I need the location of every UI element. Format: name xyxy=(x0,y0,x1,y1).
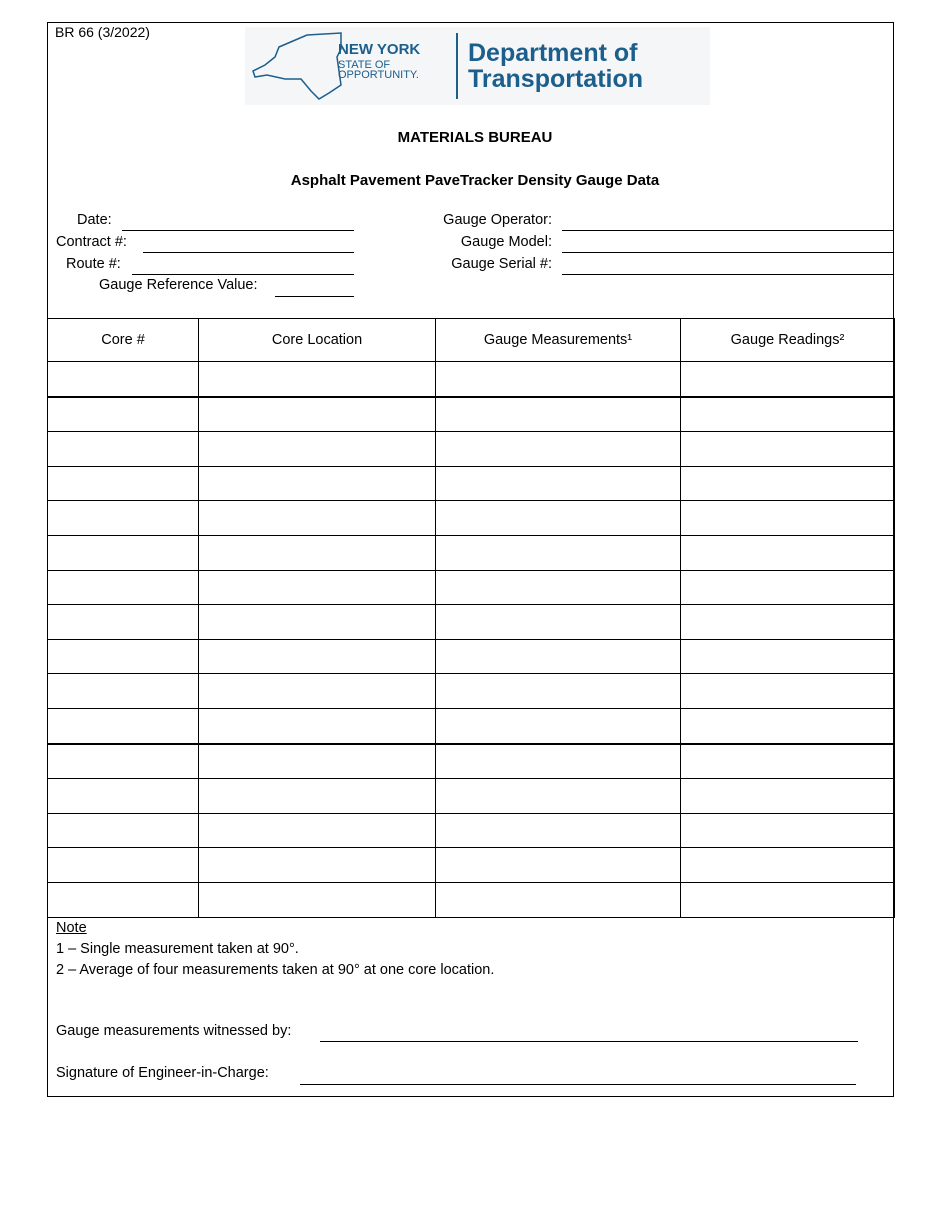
contract-field[interactable] xyxy=(143,252,354,253)
table-header-row xyxy=(48,319,895,362)
table-row xyxy=(48,570,895,605)
table-row xyxy=(48,674,895,709)
table-row xyxy=(48,432,895,467)
route-field[interactable] xyxy=(132,274,354,275)
table-row xyxy=(48,605,895,640)
cell-core-location[interactable] xyxy=(199,744,436,779)
logo-state-line3: OPPORTUNITY. xyxy=(338,69,419,81)
cell-gauge-measurements[interactable] xyxy=(436,674,681,709)
column-header-core-location: Core Location xyxy=(199,319,436,362)
table-row xyxy=(48,848,895,883)
cell-core-location[interactable] xyxy=(199,362,436,397)
table-row xyxy=(48,779,895,814)
route-label: Route #: xyxy=(66,256,121,272)
cell-gauge-readings[interactable] xyxy=(681,882,895,917)
cell-core-number[interactable] xyxy=(48,432,199,467)
cell-core-number[interactable] xyxy=(48,779,199,814)
cell-gauge-readings[interactable] xyxy=(681,362,895,397)
cell-gauge-readings[interactable] xyxy=(681,744,895,779)
table-row xyxy=(48,466,895,501)
cell-core-location[interactable] xyxy=(199,535,436,570)
reference-value-label: Gauge Reference Value: xyxy=(99,277,258,293)
logo-dept-line2: Transportation xyxy=(468,65,644,93)
cell-gauge-measurements[interactable] xyxy=(436,605,681,640)
date-field[interactable] xyxy=(122,230,354,231)
cell-core-location[interactable] xyxy=(199,639,436,674)
cell-core-number[interactable] xyxy=(48,674,199,709)
note-item-1: 1 – Single measurement taken at 90°. xyxy=(56,941,299,957)
cell-gauge-measurements[interactable] xyxy=(436,466,681,501)
cell-gauge-measurements[interactable] xyxy=(436,813,681,848)
cell-gauge-measurements[interactable] xyxy=(436,432,681,467)
cell-gauge-readings[interactable] xyxy=(681,779,895,814)
cell-gauge-readings[interactable] xyxy=(681,466,895,501)
witnessed-by-signature-line[interactable] xyxy=(320,1041,858,1042)
logo-state-line2: STATE OF xyxy=(338,59,391,71)
cell-gauge-readings[interactable] xyxy=(681,708,895,743)
cell-core-location[interactable] xyxy=(199,848,436,883)
cell-gauge-measurements[interactable] xyxy=(436,744,681,779)
cell-gauge-measurements[interactable] xyxy=(436,570,681,605)
table-body xyxy=(48,362,895,918)
engineer-signature-label: Signature of Engineer-in-Charge: xyxy=(56,1065,269,1081)
logo-state-line1: NEW YORK xyxy=(338,41,421,58)
bureau-heading: MATERIALS BUREAU xyxy=(397,129,553,146)
table-row xyxy=(48,362,895,397)
table-row xyxy=(48,744,895,779)
cell-core-location[interactable] xyxy=(199,779,436,814)
model-label: Gauge Model: xyxy=(460,234,552,250)
core-data-table xyxy=(47,318,895,918)
cell-gauge-measurements[interactable] xyxy=(436,362,681,397)
serial-label: Gauge Serial #: xyxy=(451,256,552,272)
cell-gauge-readings[interactable] xyxy=(681,397,895,432)
cell-core-number[interactable] xyxy=(48,605,199,640)
engineer-signature-line[interactable] xyxy=(300,1084,856,1085)
cell-gauge-readings[interactable] xyxy=(681,674,895,709)
cell-gauge-measurements[interactable] xyxy=(436,397,681,432)
cell-gauge-measurements[interactable] xyxy=(436,535,681,570)
cell-gauge-readings[interactable] xyxy=(681,432,895,467)
cell-core-number[interactable] xyxy=(48,397,199,432)
cell-core-location[interactable] xyxy=(199,501,436,536)
nysdot-logo xyxy=(245,27,710,105)
cell-core-number[interactable] xyxy=(48,848,199,883)
table-row xyxy=(48,397,895,432)
cell-core-number[interactable] xyxy=(48,882,199,917)
cell-core-number[interactable] xyxy=(48,708,199,743)
cell-gauge-measurements[interactable] xyxy=(436,848,681,883)
cell-gauge-readings[interactable] xyxy=(681,570,895,605)
cell-core-location[interactable] xyxy=(199,570,436,605)
cell-gauge-readings[interactable] xyxy=(681,639,895,674)
cell-core-number[interactable] xyxy=(48,744,199,779)
cell-gauge-readings[interactable] xyxy=(681,605,895,640)
cell-core-number[interactable] xyxy=(48,570,199,605)
model-field[interactable] xyxy=(562,252,894,253)
notes-section xyxy=(56,918,494,981)
cell-gauge-readings[interactable] xyxy=(681,501,895,536)
cell-core-number[interactable] xyxy=(48,501,199,536)
cell-core-location[interactable] xyxy=(199,882,436,917)
table-row xyxy=(48,501,895,536)
notes-title: Note xyxy=(56,920,87,936)
cell-gauge-readings[interactable] xyxy=(681,848,895,883)
contract-label: Contract #: xyxy=(56,234,127,250)
cell-core-location[interactable] xyxy=(199,674,436,709)
cell-gauge-measurements[interactable] xyxy=(436,639,681,674)
column-header-core-number: Core # xyxy=(48,319,199,362)
cell-core-location[interactable] xyxy=(199,397,436,432)
operator-label: Gauge Operator: xyxy=(443,212,552,228)
witnessed-by-label: Gauge measurements witnessed by: xyxy=(56,1023,292,1039)
cell-core-number[interactable] xyxy=(48,813,199,848)
cell-gauge-readings[interactable] xyxy=(681,535,895,570)
reference-value-field[interactable] xyxy=(275,296,354,297)
cell-core-location[interactable] xyxy=(199,466,436,501)
cell-core-number[interactable] xyxy=(48,362,199,397)
serial-field[interactable] xyxy=(562,274,894,275)
cell-gauge-measurements[interactable] xyxy=(436,501,681,536)
cell-core-number[interactable] xyxy=(48,535,199,570)
table-row xyxy=(48,708,895,743)
operator-field[interactable] xyxy=(562,230,894,231)
table-row xyxy=(48,813,895,848)
date-label: Date: xyxy=(77,212,112,228)
column-header-gauge-readings: Gauge Readings² xyxy=(681,319,895,362)
cell-core-number[interactable] xyxy=(48,639,199,674)
cell-gauge-measurements[interactable] xyxy=(436,779,681,814)
cell-gauge-readings[interactable] xyxy=(681,813,895,848)
cell-core-location[interactable] xyxy=(199,813,436,848)
note-item-2: 2 – Average of four measurements taken at 90° at one core location. xyxy=(56,962,495,978)
column-header-gauge-measurements: Gauge Measurements¹ xyxy=(436,319,681,362)
form-number: BR 66 (3/2022) xyxy=(55,24,150,40)
cell-core-location[interactable] xyxy=(199,708,436,743)
table-row xyxy=(48,882,895,917)
logo-dept-line1: Department of xyxy=(468,39,638,67)
cell-gauge-measurements[interactable] xyxy=(436,882,681,917)
cell-core-location[interactable] xyxy=(199,432,436,467)
table-row xyxy=(48,535,895,570)
table-row xyxy=(48,639,895,674)
cell-core-number[interactable] xyxy=(48,466,199,501)
form-title: Asphalt Pavement PaveTracker Density Gauge Data xyxy=(290,172,660,189)
cell-gauge-measurements[interactable] xyxy=(436,708,681,743)
cell-core-location[interactable] xyxy=(199,605,436,640)
